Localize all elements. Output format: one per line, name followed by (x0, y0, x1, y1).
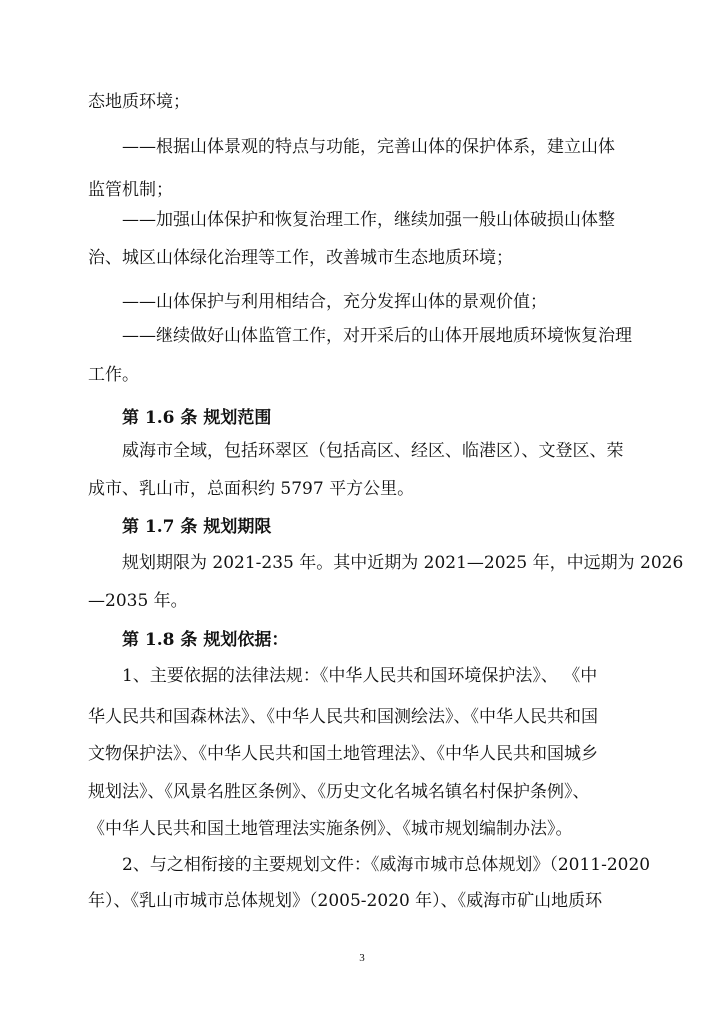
text-line: 2、与之相衔接的主要规划文件：《威海市城市总体规划》（2011-2020 (122, 855, 651, 875)
text-line: 《中华人民共和国土地管理法实施条例》、《城市规划编制办法》。 (88, 819, 573, 839)
text-line: 1、主要依据的法律法规：《中华人民共和国环境保护法》、 《中 (122, 666, 598, 686)
section-heading: 第 1.8 条 规划依据： (122, 630, 289, 650)
text-line: 监管机制； (88, 180, 173, 200)
section-heading: 第 1.6 条 规划范围 (122, 408, 272, 428)
text-line: 成市、乳山市，总面积约 5797 平方公里。 (88, 479, 415, 499)
text-line: 华人民共和国森林法》、《中华人民共和国测绘法》、《中华人民共和国 (88, 707, 598, 727)
text-line: 威海市全域，包括环翠区（包括高区、经区、临港区）、文登区、荣 (122, 441, 624, 461)
text-line: 规划期限为 2021-235 年。其中近期为 2021—2025 年，中远期为 2026 (122, 553, 684, 573)
text-line: ——加强山体保护和恢复治理工作，继续加强一般山体破损山体整 (122, 210, 615, 230)
text-line: 治、城区山体绿化治理等工作，改善城市生态地质环境； (88, 248, 513, 268)
text-line: 工作。 (88, 365, 139, 385)
text-line: ——山体保护与利用相结合，充分发挥山体的景观价值； (122, 292, 547, 312)
text-line: 规划法》、《风景名胜区条例》、《历史文化名城名镇名村保护条例》、 (88, 782, 590, 802)
text-line: 态地质环境； (88, 92, 190, 112)
text-line: ——继续做好山体监管工作，对开采后的山体开展地质环境恢复治理 (122, 326, 632, 346)
section-heading: 第 1.7 条 规划期限 (122, 517, 272, 537)
page-number: 3 (359, 952, 365, 964)
text-line: 年）、《乳山市城市总体规划》（2005-2020 年）、《威海市矿山地质环 (88, 891, 603, 911)
text-line: —2035 年。 (88, 591, 188, 611)
text-line: 文物保护法》、《中华人民共和国土地管理法》、《中华人民共和国城乡 (88, 744, 598, 764)
text-line: ——根据山体景观的特点与功能，完善山体的保护体系，建立山体 (122, 137, 615, 157)
